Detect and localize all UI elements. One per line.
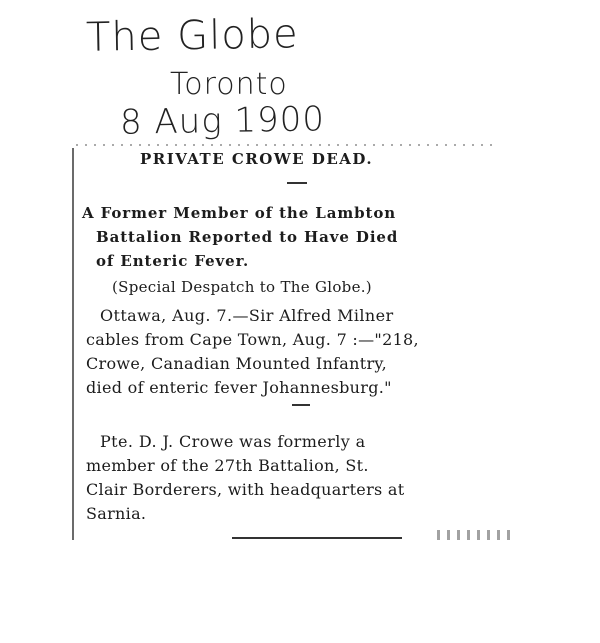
- deck-line: Battalion Reported to Have Died: [96, 228, 399, 246]
- body-line: Ottawa, Aug. 7.—Sir Alfred Milner: [100, 306, 394, 325]
- body-line: Pte. D. J. Crowe was formerly a: [100, 432, 366, 451]
- dispatch-credit: (Special Despatch to The Globe.): [112, 278, 372, 296]
- clipping-left-edge: [72, 148, 74, 540]
- handwritten-source-city: Toronto: [170, 67, 288, 102]
- deck-line: of Enteric Fever.: [96, 252, 250, 270]
- print-specks: [437, 530, 517, 540]
- separator-dash: [287, 182, 307, 184]
- body-line: cables from Cape Town, Aug. 7 :—"218,: [86, 330, 419, 349]
- body-line: member of the 27th Battalion, St.: [86, 456, 369, 475]
- handwritten-source-date: 8 Aug 1900: [119, 99, 326, 143]
- body-line: Clair Borderers, with headquarters at: [86, 480, 405, 499]
- clipping-top-edge: [76, 144, 496, 146]
- body-line: died of enteric fever Johannesburg.": [86, 378, 392, 397]
- separator-dash: [292, 404, 310, 406]
- body-line: Sarnia.: [86, 504, 147, 523]
- end-rule: [232, 537, 402, 539]
- article-headline: PRIVATE CROWE DEAD.: [140, 150, 374, 168]
- deck-line: A Former Member of the Lambton: [82, 204, 397, 222]
- body-line: Crowe, Canadian Mounted Infantry,: [86, 354, 387, 373]
- handwritten-source-name: The Globe: [85, 11, 300, 61]
